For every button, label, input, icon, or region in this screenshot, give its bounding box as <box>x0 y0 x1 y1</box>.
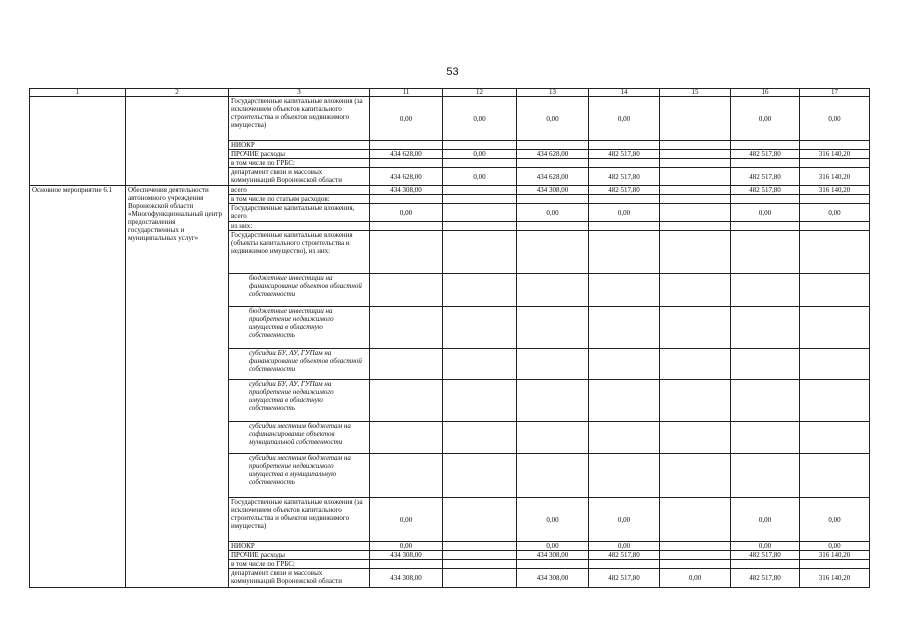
value-cell <box>660 150 731 159</box>
row-label: Государственные капитальные вложения, всего <box>229 204 370 222</box>
value-cell: 434 628,00 <box>517 168 589 186</box>
value-cell: 0,00 <box>589 204 660 222</box>
value-cell <box>660 551 731 560</box>
column-header: 14 <box>589 89 660 97</box>
value-cell: 0,00 <box>517 498 589 542</box>
value-cell <box>660 454 731 498</box>
value-cell <box>443 454 517 498</box>
value-cell: 0,00 <box>800 542 870 551</box>
value-cell: 482 517,80 <box>589 186 660 195</box>
column-header-row <box>30 89 870 97</box>
value-cell <box>370 307 443 349</box>
value-cell <box>731 380 800 422</box>
value-cell <box>443 159 517 168</box>
value-cell: 482 517,80 <box>589 551 660 560</box>
value-cell <box>589 274 660 307</box>
value-cell: 0,00 <box>589 542 660 551</box>
value-cell: 0,00 <box>517 542 589 551</box>
activity-name: Основное мероприятие 6.1 <box>30 186 126 588</box>
table-row <box>30 97 870 141</box>
value-cell <box>660 498 731 542</box>
activity-description: Обеспечения деятельности автономного учреждения Воронежской области «Многофункциональный центр предоставления государственных и муниципальных услуг» <box>126 186 229 588</box>
value-cell <box>800 560 870 569</box>
value-cell <box>731 454 800 498</box>
value-cell: 0,00 <box>589 498 660 542</box>
value-cell <box>517 222 589 231</box>
column-header: 15 <box>660 89 731 97</box>
value-cell: 434 308,00 <box>370 569 443 588</box>
value-cell: 0,00 <box>589 97 660 141</box>
value-cell: 482 517,80 <box>589 168 660 186</box>
value-cell <box>589 222 660 231</box>
value-cell <box>517 159 589 168</box>
value-cell: 434 308,00 <box>517 551 589 560</box>
value-cell <box>443 186 517 195</box>
value-cell: 434 628,00 <box>517 150 589 159</box>
value-cell <box>731 560 800 569</box>
value-cell: 0,00 <box>443 97 517 141</box>
value-cell <box>800 195 870 204</box>
value-cell <box>731 349 800 380</box>
row-label: из них: <box>229 222 370 231</box>
value-cell <box>589 195 660 204</box>
row-label: ПРОЧИЕ расходы <box>229 150 370 159</box>
value-cell <box>589 159 660 168</box>
row-label: субсидии местным бюджетам на софинансирование объектов муниципальной собственности <box>229 422 370 454</box>
page-number: 53 <box>446 66 459 78</box>
value-cell <box>370 195 443 204</box>
value-cell <box>443 274 517 307</box>
column-header: 12 <box>443 89 517 97</box>
value-cell <box>660 422 731 454</box>
value-cell <box>660 349 731 380</box>
value-cell <box>800 422 870 454</box>
value-cell <box>517 380 589 422</box>
value-cell <box>443 498 517 542</box>
value-cell <box>370 454 443 498</box>
table-row <box>30 186 870 195</box>
value-cell <box>517 454 589 498</box>
value-cell: 0,00 <box>731 204 800 222</box>
value-cell: 434 628,00 <box>370 150 443 159</box>
value-cell: 434 308,00 <box>517 569 589 588</box>
value-cell <box>731 159 800 168</box>
value-cell: 482 517,80 <box>731 168 800 186</box>
value-cell <box>370 422 443 454</box>
value-cell <box>660 380 731 422</box>
value-cell <box>589 349 660 380</box>
value-cell <box>370 380 443 422</box>
value-cell: 482 517,80 <box>731 150 800 159</box>
value-cell <box>443 231 517 274</box>
value-cell <box>370 222 443 231</box>
value-cell <box>589 454 660 498</box>
value-cell <box>731 222 800 231</box>
value-cell: 0,00 <box>800 498 870 542</box>
value-cell <box>443 307 517 349</box>
value-cell <box>443 542 517 551</box>
value-cell <box>370 349 443 380</box>
value-cell <box>800 307 870 349</box>
row-label: субсидии местным бюджетам на приобретение недвижимого имущества в муниципальную собственность <box>229 454 370 498</box>
column-header: 11 <box>370 89 443 97</box>
value-cell: 482 517,80 <box>589 150 660 159</box>
description-cell-empty <box>126 97 229 186</box>
value-cell <box>589 231 660 274</box>
value-cell <box>800 231 870 274</box>
activity-cell-empty <box>30 97 126 186</box>
value-cell <box>443 349 517 380</box>
row-label: субсидии БУ, АУ, ГУПам на финансирование объектов областной собственности <box>229 349 370 380</box>
value-cell <box>589 141 660 150</box>
column-header: 1 <box>30 89 126 97</box>
value-cell: 0,00 <box>731 97 800 141</box>
value-cell: 0,00 <box>517 97 589 141</box>
value-cell: 0,00 <box>660 569 731 588</box>
value-cell <box>517 195 589 204</box>
value-cell: 0,00 <box>731 542 800 551</box>
row-label: НИОКР <box>229 141 370 150</box>
value-cell: 0,00 <box>370 498 443 542</box>
value-cell: 482 517,80 <box>731 186 800 195</box>
value-cell: 316 140,20 <box>800 551 870 560</box>
value-cell <box>517 349 589 380</box>
value-cell <box>731 422 800 454</box>
value-cell: 0,00 <box>443 168 517 186</box>
row-label: всего <box>229 186 370 195</box>
value-cell <box>660 141 731 150</box>
row-label: Государственные капитальные вложения (за исключением объектов капитального строительства и объектов недвижимого имущества) <box>229 498 370 542</box>
value-cell <box>443 380 517 422</box>
row-label: в том числе по ГРБС: <box>229 560 370 569</box>
value-cell <box>660 560 731 569</box>
value-cell <box>800 274 870 307</box>
value-cell <box>731 141 800 150</box>
value-cell <box>660 186 731 195</box>
row-label: ПРОЧИЕ расходы <box>229 551 370 560</box>
value-cell <box>443 204 517 222</box>
value-cell: 0,00 <box>800 204 870 222</box>
value-cell <box>370 159 443 168</box>
value-cell: 0,00 <box>370 97 443 141</box>
row-label: субсидии БУ, АУ, ГУПам на приобретение недвижимого имущества в областную собственность <box>229 380 370 422</box>
value-cell <box>800 380 870 422</box>
row-label: в том числе по ГРБС: <box>229 159 370 168</box>
value-cell <box>517 274 589 307</box>
row-label: в том числе по статьям расходов: <box>229 195 370 204</box>
value-cell: 0,00 <box>517 204 589 222</box>
value-cell <box>800 141 870 150</box>
value-cell <box>731 274 800 307</box>
value-cell <box>731 231 800 274</box>
value-cell <box>517 307 589 349</box>
value-cell <box>517 141 589 150</box>
column-header: 2 <box>126 89 229 97</box>
value-cell: 482 517,80 <box>589 569 660 588</box>
value-cell <box>660 231 731 274</box>
value-cell <box>370 274 443 307</box>
row-label: бюджетные инвестиции на финансирование объектов областной собственности <box>229 274 370 307</box>
value-cell: 316 140,20 <box>800 186 870 195</box>
value-cell: 316 140,20 <box>800 150 870 159</box>
value-cell <box>800 222 870 231</box>
value-cell: 316 140,20 <box>800 569 870 588</box>
value-cell <box>660 274 731 307</box>
value-cell: 434 308,00 <box>370 551 443 560</box>
value-cell <box>370 560 443 569</box>
value-cell <box>660 204 731 222</box>
value-cell <box>443 422 517 454</box>
value-cell: 0,00 <box>370 542 443 551</box>
value-cell <box>443 560 517 569</box>
value-cell <box>589 560 660 569</box>
value-cell: 316 140,20 <box>800 168 870 186</box>
value-cell <box>443 195 517 204</box>
value-cell: 482 517,80 <box>731 569 800 588</box>
value-cell <box>443 569 517 588</box>
value-cell: 434 308,00 <box>370 186 443 195</box>
value-cell <box>731 195 800 204</box>
value-cell <box>589 307 660 349</box>
column-header: 17 <box>800 89 870 97</box>
column-header: 13 <box>517 89 589 97</box>
value-cell: 0,00 <box>800 97 870 141</box>
value-cell <box>660 307 731 349</box>
value-cell <box>589 422 660 454</box>
row-label: департамент связи и массовых коммуникаций Воронежской области <box>229 168 370 186</box>
value-cell <box>800 349 870 380</box>
value-cell <box>443 222 517 231</box>
column-header: 16 <box>731 89 800 97</box>
value-cell: 0,00 <box>370 204 443 222</box>
value-cell <box>517 231 589 274</box>
value-cell <box>660 222 731 231</box>
value-cell <box>800 159 870 168</box>
value-cell: 0,00 <box>731 498 800 542</box>
value-cell <box>443 141 517 150</box>
row-label: департамент связи и массовых коммуникаций Воронежской области <box>229 569 370 588</box>
value-cell <box>800 454 870 498</box>
value-cell <box>517 422 589 454</box>
row-label: НИОКР <box>229 542 370 551</box>
column-header: 3 <box>229 89 370 97</box>
value-cell <box>660 542 731 551</box>
value-cell <box>731 307 800 349</box>
value-cell <box>660 195 731 204</box>
value-cell: 482 517,80 <box>731 551 800 560</box>
value-cell <box>660 159 731 168</box>
value-cell <box>443 551 517 560</box>
value-cell <box>370 141 443 150</box>
value-cell <box>370 231 443 274</box>
row-label: Государственные капитальные вложения (объекты капитального строительства и недвижимое имущество), из них: <box>229 231 370 274</box>
value-cell <box>660 168 731 186</box>
row-label: Государственные капитальные вложения (за исключением объектов капитального строительства и объектов недвижимого имущества) <box>229 97 370 141</box>
value-cell: 0,00 <box>443 150 517 159</box>
value-cell <box>589 380 660 422</box>
row-label: бюджетные инвестиции на приобретение недвижимого имущества в областную собственность <box>229 307 370 349</box>
value-cell: 434 628,00 <box>370 168 443 186</box>
value-cell <box>517 560 589 569</box>
value-cell: 434 308,00 <box>517 186 589 195</box>
budget-table <box>29 88 870 588</box>
value-cell <box>660 97 731 141</box>
